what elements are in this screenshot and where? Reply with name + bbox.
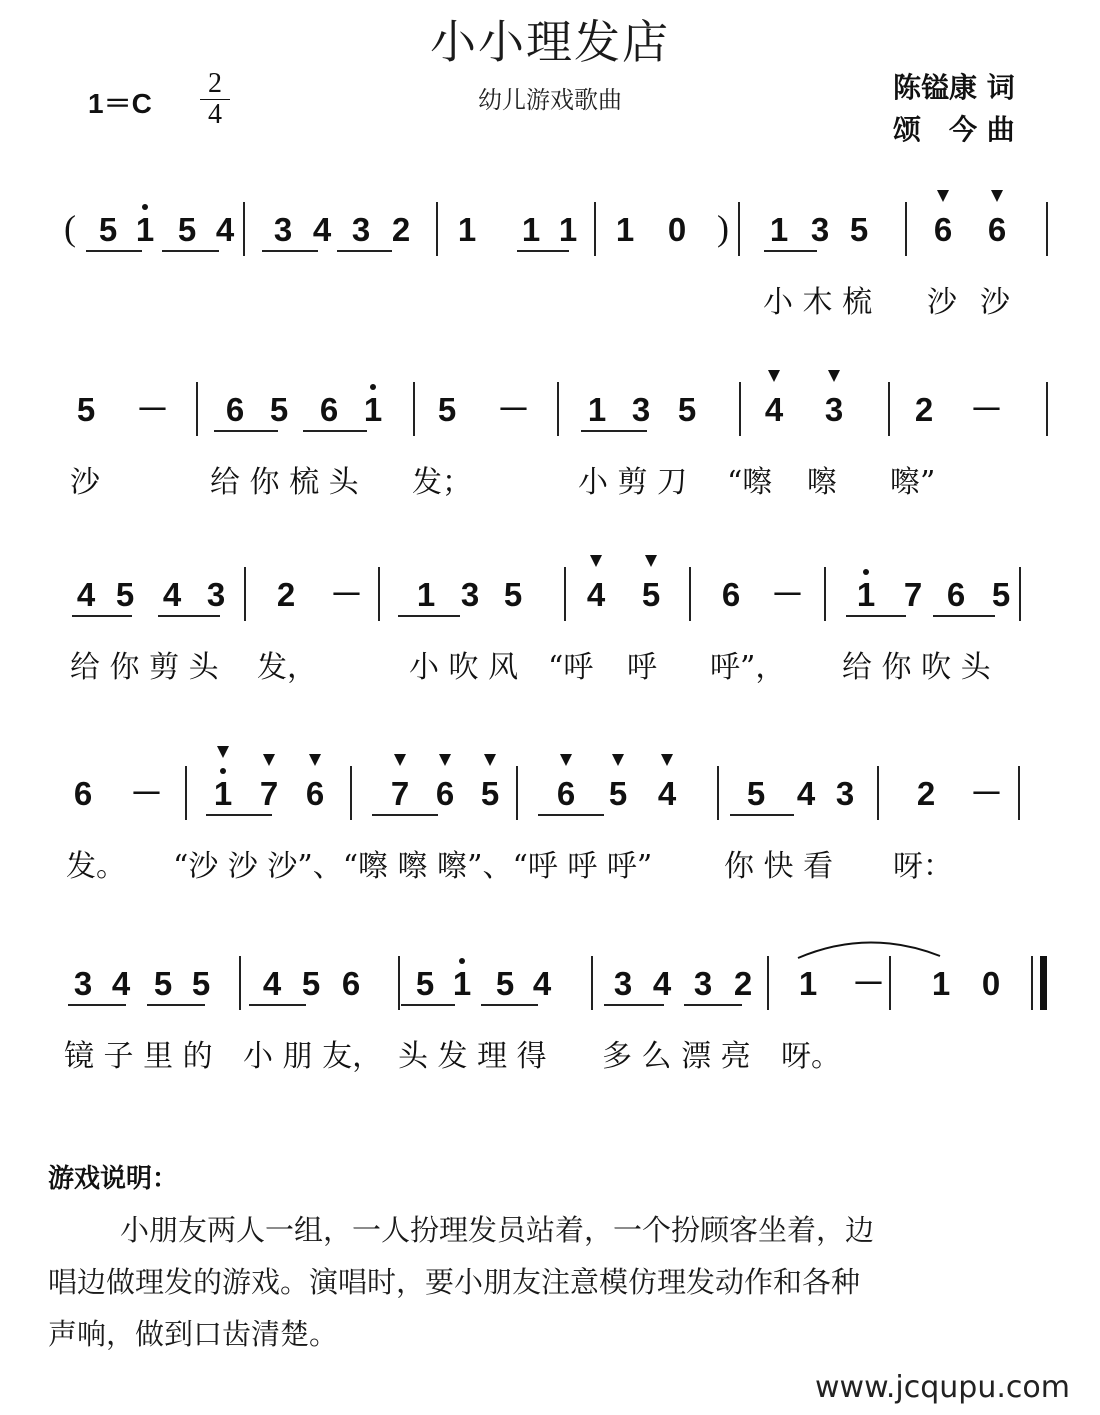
beam-underline: [604, 1004, 664, 1006]
beam-underline: [158, 615, 220, 617]
final-bar-thin: [1031, 956, 1033, 1010]
note: 6: [987, 211, 1007, 248]
bar-line: [739, 382, 741, 436]
bar-line: [185, 766, 187, 820]
note: 6: [341, 965, 361, 1002]
beam-underline: [730, 814, 794, 816]
note: 1: [558, 211, 578, 248]
note: －: [852, 965, 885, 1002]
note: 3: [613, 965, 633, 1002]
beam-underline: [72, 615, 132, 617]
instructions-heading: 游戏说明：: [48, 1164, 179, 1194]
final-bar-thick: [1040, 956, 1047, 1010]
note: 3: [810, 211, 830, 248]
high-octave-dot: [459, 958, 465, 964]
instructions-line-3: 声响，做到口齿清楚。: [48, 1317, 339, 1351]
beam-underline: [249, 1004, 306, 1006]
note: 4: [652, 965, 672, 1002]
note: －: [130, 775, 163, 812]
note: 3: [693, 965, 713, 1002]
beam-underline: [398, 615, 460, 617]
beam-underline: [147, 1004, 205, 1006]
note: 5: [746, 775, 766, 812]
song-subtitle: 幼儿游戏歌曲: [478, 86, 622, 114]
note: 5: [115, 576, 135, 613]
beam-underline: [162, 250, 219, 252]
lyric-text: “嚓: [727, 465, 773, 500]
bar-line: [767, 956, 769, 1010]
note: 7: [903, 576, 923, 613]
note: 6: [305, 775, 325, 812]
beam-underline: [538, 814, 604, 816]
lyric-text: “呼: [548, 650, 594, 685]
lyric-text: 嚓”: [890, 465, 936, 500]
beam-underline: [401, 1004, 455, 1006]
beam-underline: [933, 615, 995, 617]
note: －: [771, 576, 804, 613]
bar-line: [378, 567, 380, 621]
bar-line: [1046, 202, 1048, 256]
bar-line: [350, 766, 352, 820]
tie-slur: [796, 934, 950, 964]
song-title: 小小理发店: [430, 15, 670, 69]
bar-line: [244, 567, 246, 621]
accent-icon: [937, 190, 949, 202]
bar-line: [239, 956, 241, 1010]
beam-underline: [684, 1004, 742, 1006]
watermark-link[interactable]: www.jcqupu.com: [815, 1370, 1070, 1405]
accent-icon: [484, 754, 496, 766]
note: 1: [769, 211, 789, 248]
time-numerator: 2: [208, 68, 222, 99]
bar-line: [689, 567, 691, 621]
lyric-text: 呼: [627, 650, 657, 685]
note: 1: [798, 965, 818, 1002]
lyric-text: 呀。: [781, 1039, 841, 1074]
note: 5: [98, 211, 118, 248]
lyric-text: “沙 沙 沙”、“嚓 嚓 嚓”、“呼 呼 呼”: [173, 849, 653, 884]
beam-underline: [764, 250, 817, 252]
note: －: [970, 391, 1003, 428]
bar-line: [436, 202, 438, 256]
accent-icon: [394, 754, 406, 766]
bar-line: [1046, 382, 1048, 436]
bar-line: [877, 766, 879, 820]
lyric-text: 呀：: [893, 849, 953, 884]
note: 5: [301, 965, 321, 1002]
accent-icon: [263, 754, 275, 766]
note: 2: [276, 576, 296, 613]
note: 6: [319, 391, 339, 428]
bar-line: [1018, 766, 1020, 820]
key-signature: [88, 82, 152, 122]
note: －: [970, 775, 1003, 812]
note: 2: [916, 775, 936, 812]
lyric-text: 多 么 漂 亮: [602, 1039, 751, 1074]
note: －: [497, 391, 530, 428]
note: 4: [76, 576, 96, 613]
beam-underline: [68, 1004, 126, 1006]
note: 1: [521, 211, 541, 248]
note: 1: [452, 965, 472, 1002]
note: 6: [721, 576, 741, 613]
beam-underline: [481, 1004, 538, 1006]
note: 5: [153, 965, 173, 1002]
note: 5: [177, 211, 197, 248]
note: 3: [206, 576, 226, 613]
note: 2: [914, 391, 934, 428]
repeat-paren: ): [717, 208, 729, 248]
note: 5: [269, 391, 289, 428]
note: 1: [135, 211, 155, 248]
accent-icon: [217, 746, 229, 758]
bar-line: [738, 202, 740, 256]
bar-line: [591, 956, 593, 1010]
bar-line: [413, 382, 415, 436]
lyric-text: 小 朋 友，: [243, 1039, 383, 1074]
note: －: [136, 391, 169, 428]
lyric-text: 发；: [412, 465, 472, 500]
beam-underline: [303, 430, 367, 432]
bar-line: [824, 567, 826, 621]
accent-icon: [309, 754, 321, 766]
note: 1: [213, 775, 233, 812]
lyric-text: 嚓: [807, 465, 837, 500]
note: 1: [587, 391, 607, 428]
note: 6: [933, 211, 953, 248]
high-octave-dot: [370, 384, 376, 390]
note: 6: [946, 576, 966, 613]
note: 0: [667, 211, 687, 248]
note: 1: [931, 965, 951, 1002]
note: 2: [391, 211, 411, 248]
note: 4: [796, 775, 816, 812]
note: 5: [849, 211, 869, 248]
note: 6: [556, 775, 576, 812]
lyric-text: 沙: [927, 285, 957, 320]
bar-line: [594, 202, 596, 256]
bar-line: [516, 766, 518, 820]
note: 1: [416, 576, 436, 613]
lyric-text: 发。: [66, 849, 126, 884]
note: 1: [457, 211, 477, 248]
note: 7: [390, 775, 410, 812]
note: －: [330, 576, 363, 613]
note: 0: [981, 965, 1001, 1002]
lyric-text: 小 剪 刀: [578, 465, 688, 500]
high-octave-dot: [142, 204, 148, 210]
note: 1: [615, 211, 635, 248]
lyric-text: 呼”，: [710, 650, 786, 685]
repeat-paren: (: [64, 208, 76, 248]
note: 4: [532, 965, 552, 1002]
note: 4: [111, 965, 131, 1002]
note: 4: [262, 965, 282, 1002]
beam-underline: [337, 250, 392, 252]
bar-line: [557, 382, 559, 436]
beam-underline: [262, 250, 318, 252]
bar-line: [888, 382, 890, 436]
beam-underline: [372, 814, 438, 816]
note: 5: [991, 576, 1011, 613]
note: 3: [273, 211, 293, 248]
accent-icon: [991, 190, 1003, 202]
accent-icon: [590, 555, 602, 567]
beam-underline: [86, 250, 142, 252]
bar-line: [905, 202, 907, 256]
note: 6: [435, 775, 455, 812]
note: 1: [363, 391, 383, 428]
note: 5: [415, 965, 435, 1002]
note: 4: [215, 211, 235, 248]
note: 3: [631, 391, 651, 428]
note: 5: [641, 576, 661, 613]
note: 5: [495, 965, 515, 1002]
note: 3: [73, 965, 93, 1002]
note: 4: [586, 576, 606, 613]
lyric-text: 沙: [70, 465, 100, 500]
lyric-text: 你 快 看: [724, 849, 834, 884]
note: 5: [437, 391, 457, 428]
high-octave-dot: [220, 768, 226, 774]
composer-credit: 颂 今 曲: [893, 113, 1015, 146]
lyric-text: 镜 子 里 的: [64, 1039, 213, 1074]
bar-line: [243, 202, 245, 256]
note: 3: [824, 391, 844, 428]
note: 3: [835, 775, 855, 812]
high-octave-dot: [863, 569, 869, 575]
note: 2: [733, 965, 753, 1002]
beam-underline: [581, 430, 647, 432]
accent-icon: [612, 754, 624, 766]
accent-icon: [768, 370, 780, 382]
instructions-line-1: 小朋友两人一组，一人扮理发员站着，一个扮顾客坐着，边: [120, 1213, 875, 1247]
lyric-text: 沙: [980, 285, 1010, 320]
bar-line: [564, 567, 566, 621]
accent-icon: [560, 754, 572, 766]
key-label: 1＝C: [88, 88, 152, 119]
note: 5: [608, 775, 628, 812]
lyric-text: 给 你 梳 头: [210, 465, 359, 500]
lyric-text: 小 吹 风: [409, 650, 519, 685]
accent-icon: [828, 370, 840, 382]
instructions-line-2: 唱边做理发的游戏。演唱时，要小朋友注意模仿理发动作和各种: [48, 1265, 861, 1299]
beam-underline: [517, 250, 569, 252]
note: 7: [259, 775, 279, 812]
note: 6: [225, 391, 245, 428]
accent-icon: [439, 754, 451, 766]
note: 4: [312, 211, 332, 248]
bar-line: [889, 956, 891, 1010]
beam-underline: [214, 430, 278, 432]
time-denominator: 4: [208, 99, 222, 130]
note: 3: [460, 576, 480, 613]
note: 3: [351, 211, 371, 248]
lyric-text: 给 你 吹 头: [842, 650, 991, 685]
bar-line: [717, 766, 719, 820]
bar-line: [196, 382, 198, 436]
bar-line: [1019, 567, 1021, 621]
lyric-text: 给 你 剪 头: [70, 650, 219, 685]
note: 4: [657, 775, 677, 812]
note: 5: [480, 775, 500, 812]
time-signature: [200, 70, 230, 129]
lyric-text: 发，: [257, 650, 317, 685]
lyric-text: 小 木 梳: [763, 285, 873, 320]
accent-icon: [645, 555, 657, 567]
note: 4: [764, 391, 784, 428]
note: 4: [162, 576, 182, 613]
note: 6: [73, 775, 93, 812]
accent-icon: [661, 754, 673, 766]
note: 5: [191, 965, 211, 1002]
bar-line: [398, 956, 400, 1010]
lyricist-credit: 陈镒康 词: [893, 71, 1015, 104]
lyric-text: 头 发 理 得: [398, 1039, 547, 1074]
note: 5: [677, 391, 697, 428]
beam-underline: [846, 615, 906, 617]
note: 5: [76, 391, 96, 428]
note: 5: [503, 576, 523, 613]
note: 1: [856, 576, 876, 613]
beam-underline: [206, 814, 272, 816]
